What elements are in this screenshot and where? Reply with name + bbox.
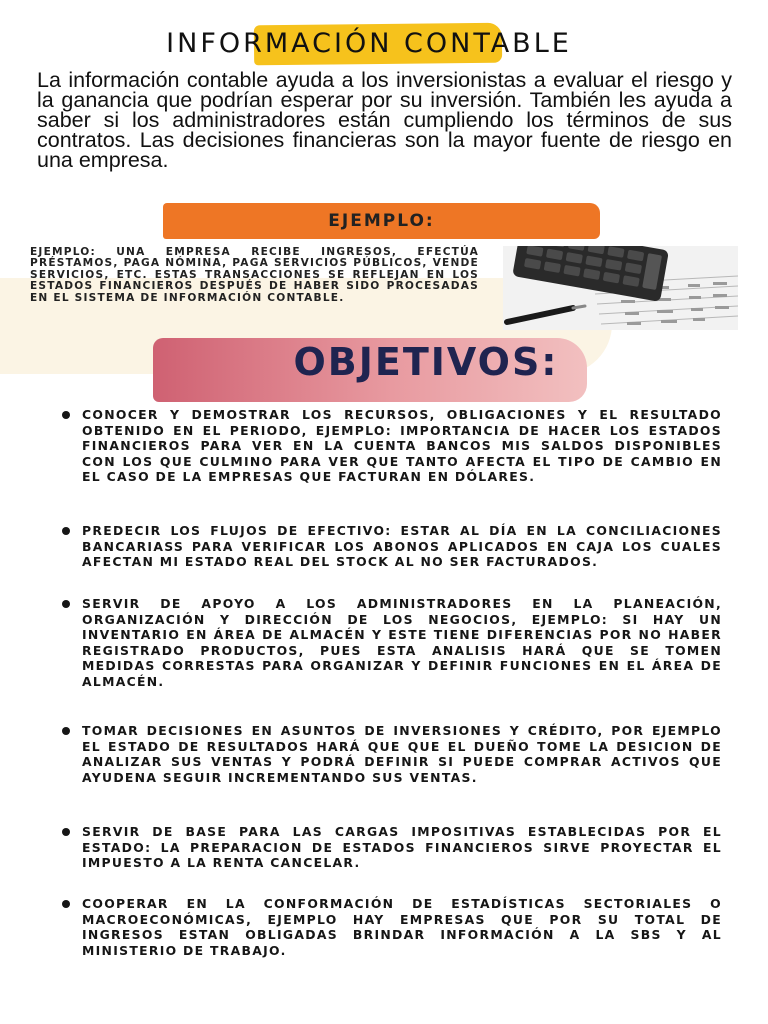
objective-item-6: COOPERAR EN LA CONFORMACIÓN DE ESTADÍSTICAS SECTORIALES O MACROECONÓMICAS, EJEMPLO HAY EMPRESAS QUE POR SU TOTAL DE INGRESOS ESTAN OBLIGADAS BRINDAR INFORMACIÓN A LA SBS Y AL MINISTERIO DE TRABAJO.: [82, 896, 722, 958]
intro-paragraph: La información contable ayuda a los inversionistas a evaluar el riesgo y la ganancia que podrían esperar por su inversión. También les ayuda a saber si los administradores están cumpliendo los términos de sus contratos. Las decisiones financieras son la mayor fuente de riesgo en una empresa.: [37, 68, 732, 172]
bullet-dot: [62, 727, 70, 735]
objective-item-1: CONOCER Y DEMOSTRAR LOS RECURSOS, OBLIGACIONES Y EL RESULTADO OBTENIDO EN EL PERIODO, EJEMPLO: IMPORTANCIA DE HACER LOS ESTADOS FINANCIEROS PARA VER EN LA CUENTA BANCOS MIS SALDOS DISPONIBLES CON LOS QUE CULMINO PARA VER QUE TANTO AFECTA EL TIPO DE CAMBIO EN EL CASO DE LA EMPRESAS QUE FACTURAN EN DÓLARES.: [82, 407, 722, 484]
objective-item-4: TOMAR DECISIONES EN ASUNTOS DE INVERSIONES Y CRÉDITO, POR EJEMPLO EL ESTADO DE RESULTADOS HARÁ QUE QUE EL DUEÑO TOME LA DESICION DE ANALIZAR SUS VENTAS Y PODRÁ DEFINIR SI PUEDE COMPRAR ACTIVOS QUE AYUDENA SEGUIR INCREMENTANDO SUS VENTAS.: [82, 723, 722, 785]
bullet-dot: [62, 900, 70, 908]
example-text: EJEMPLO: UNA EMPRESA RECIBE INGRESOS, EFECTÚA PRÉSTAMOS, PAGA NÓMINA, PAGA SERVICIOS PÚBLICOS, VENDE SERVICIOS, ETC. ESTAS TRANSACCIONES SE REFLEJAN EN LOS ESTADOS FINANCIEROS DESPUÉS DE HABER SIDO PROCESADAS EN EL SISTEMA DE INFORMACIÓN CONTABLE.: [30, 246, 479, 304]
calculator-pen-image: [503, 246, 738, 330]
page-title: INFORMACIÓN CONTABLE: [166, 28, 572, 59]
objective-item-3: SERVIR DE APOYO A LOS ADMINISTRADORES EN LA PLANEACIÓN, ORGANIZACIÓN Y DIRECCIÓN DE LOS NEGOCIOS, EJEMPLO: SI HAY UN INVENTARIO EN ÁREA DE ALMACÉN Y ESTE TIENE DIFERENCIAS POR NO HABER REGISTRADO PRODUCTOS, PUES ESTA ANALISIS HARÁ QUE SE TOMEN MEDIDAS CORRESTAS PARA ORGANIZAR Y DEFINIR FUNCIONES EN EL ÁREA DE ALMACÉN.: [82, 596, 722, 689]
bullet-dot: [62, 411, 70, 419]
bullet-dot: [62, 828, 70, 836]
bullet-dot: [62, 600, 70, 608]
title-area: [0, 22, 768, 68]
bullet-dot: [62, 527, 70, 535]
objective-item-5: SERVIR DE BASE PARA LAS CARGAS IMPOSITIVAS ESTABLECIDAS POR EL ESTADO: LA PREPARACION DE ESTADOS FINANCIEROS SIRVE PROYECTAR EL IMPUESTO A LA RENTA CANCELAR.: [82, 824, 722, 870]
example-label: EJEMPLO:: [328, 211, 435, 231]
calculator-photo: [503, 246, 738, 330]
objectives-title: OBJETIVOS:: [293, 340, 559, 384]
objective-item-2: PREDECIR LOS FLUJOS DE EFECTIVO: ESTAR AL DÍA EN LA CONCILIACIONES BANCARIASS PARA VERIFICAR LOS ABONOS APLICADOS EN CAJA LOS CUALES AFECTAN MI ESTADO REAL DEL STOCK AL NO SER FACTURADOS.: [82, 523, 722, 569]
example-banner: [163, 203, 600, 239]
